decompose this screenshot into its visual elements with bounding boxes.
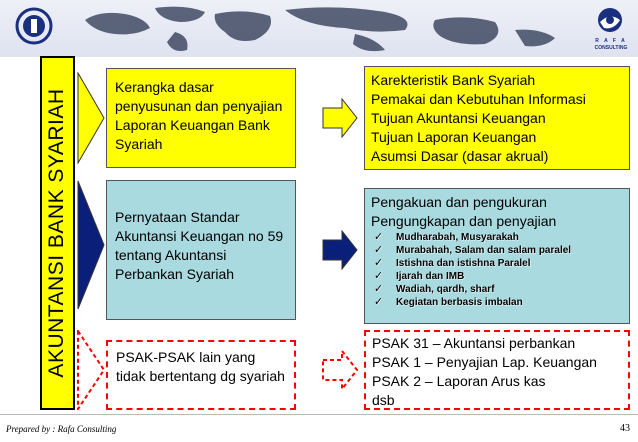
row2-left-text: Pernyataan Standar Akuntansi Keuangan no 59 tentang Akuntansi Perbankan Syariah xyxy=(115,209,284,282)
red-arrow-icon xyxy=(77,330,105,410)
check-icon: ✓ xyxy=(374,244,384,256)
row2-right-box xyxy=(364,188,630,324)
row1-right-box xyxy=(364,66,630,170)
row1-right-item: Karekteristik Bank Syariah xyxy=(371,72,536,88)
row3-right-item: PSAK 1 – Penyajian Lap. Keuangan xyxy=(372,354,597,370)
check-icon: ✓ xyxy=(374,257,384,269)
bank-indonesia-logo xyxy=(14,6,54,46)
checklist-item xyxy=(371,270,623,283)
row3-left-text: PSAK-PSAK lain yang tidak bertentang dg syariah xyxy=(116,349,285,384)
row1-left-box xyxy=(106,68,296,168)
yellow-arrow-icon xyxy=(322,98,358,138)
row3-left-box xyxy=(106,340,296,410)
row2-left-box xyxy=(106,180,296,320)
check-icon: ✓ xyxy=(374,231,384,243)
row2-right-intro: Pengakuan dan pengukuran xyxy=(371,194,547,210)
row2-right-intro: Pengungkapan dan penyajian xyxy=(371,213,557,229)
checklist-item xyxy=(371,244,623,257)
checklist-item xyxy=(371,257,623,270)
navy-arrow-icon xyxy=(77,180,105,310)
row1-right-item: Pemakai dan Kebutuhan Informasi xyxy=(371,91,586,107)
checklist-item xyxy=(371,296,623,309)
checklist-item-text: Istishna dan istishna Paralel xyxy=(396,258,531,269)
check-icon: ✓ xyxy=(374,283,384,295)
check-icon: ✓ xyxy=(374,270,384,282)
page-number: 43 xyxy=(620,423,630,434)
checklist-item-text: Kegiatan berbasis imbalan xyxy=(396,297,523,308)
checklist-item-text: Wadiah, qardh, sharf xyxy=(396,284,495,295)
row3-right-box xyxy=(364,330,630,410)
navy-arrow-icon xyxy=(322,230,358,270)
row1-right-item: Tujuan Akuntansi Keuangan xyxy=(371,110,546,126)
red-arrow-icon xyxy=(322,350,358,390)
header-banner xyxy=(0,0,638,57)
footer-prepared-by: Prepared by : Rafa Consulting xyxy=(6,424,117,434)
row3-right-item: PSAK 2 – Laporan Arus kas xyxy=(372,373,546,389)
checklist-item xyxy=(371,231,623,244)
checklist-item-text: Mudharabah, Musyarakah xyxy=(396,232,519,243)
side-title: AKUNTANSI BANK SYARIAH xyxy=(45,88,68,378)
checklist xyxy=(371,231,623,309)
rafa-name: R A F A xyxy=(595,38,627,44)
row1-right-item: Asumsi Dasar (dasar akrual) xyxy=(371,148,549,164)
world-map-icon xyxy=(55,0,575,57)
checklist-item-text: Ijarah dan IMB xyxy=(396,271,465,282)
row1-right-item: Tujuan Laporan Keuangan xyxy=(371,129,537,145)
row1-left-text: Kerangka dasar penyusunan dan penyajian Laporan Keuangan Bank Syariah xyxy=(115,79,283,152)
checklist-item xyxy=(371,283,623,296)
checklist-item-text: Murabahah, Salam dan salam paralel xyxy=(396,245,572,256)
check-icon: ✓ xyxy=(374,296,384,308)
row3-right-item: PSAK 31 – Akuntansi perbankan xyxy=(372,335,576,351)
footer-divider xyxy=(0,414,638,415)
yellow-arrow-icon xyxy=(77,72,105,164)
rafa-subtitle: CONSULTING xyxy=(594,45,628,51)
row3-right-item: dsb xyxy=(372,392,395,408)
